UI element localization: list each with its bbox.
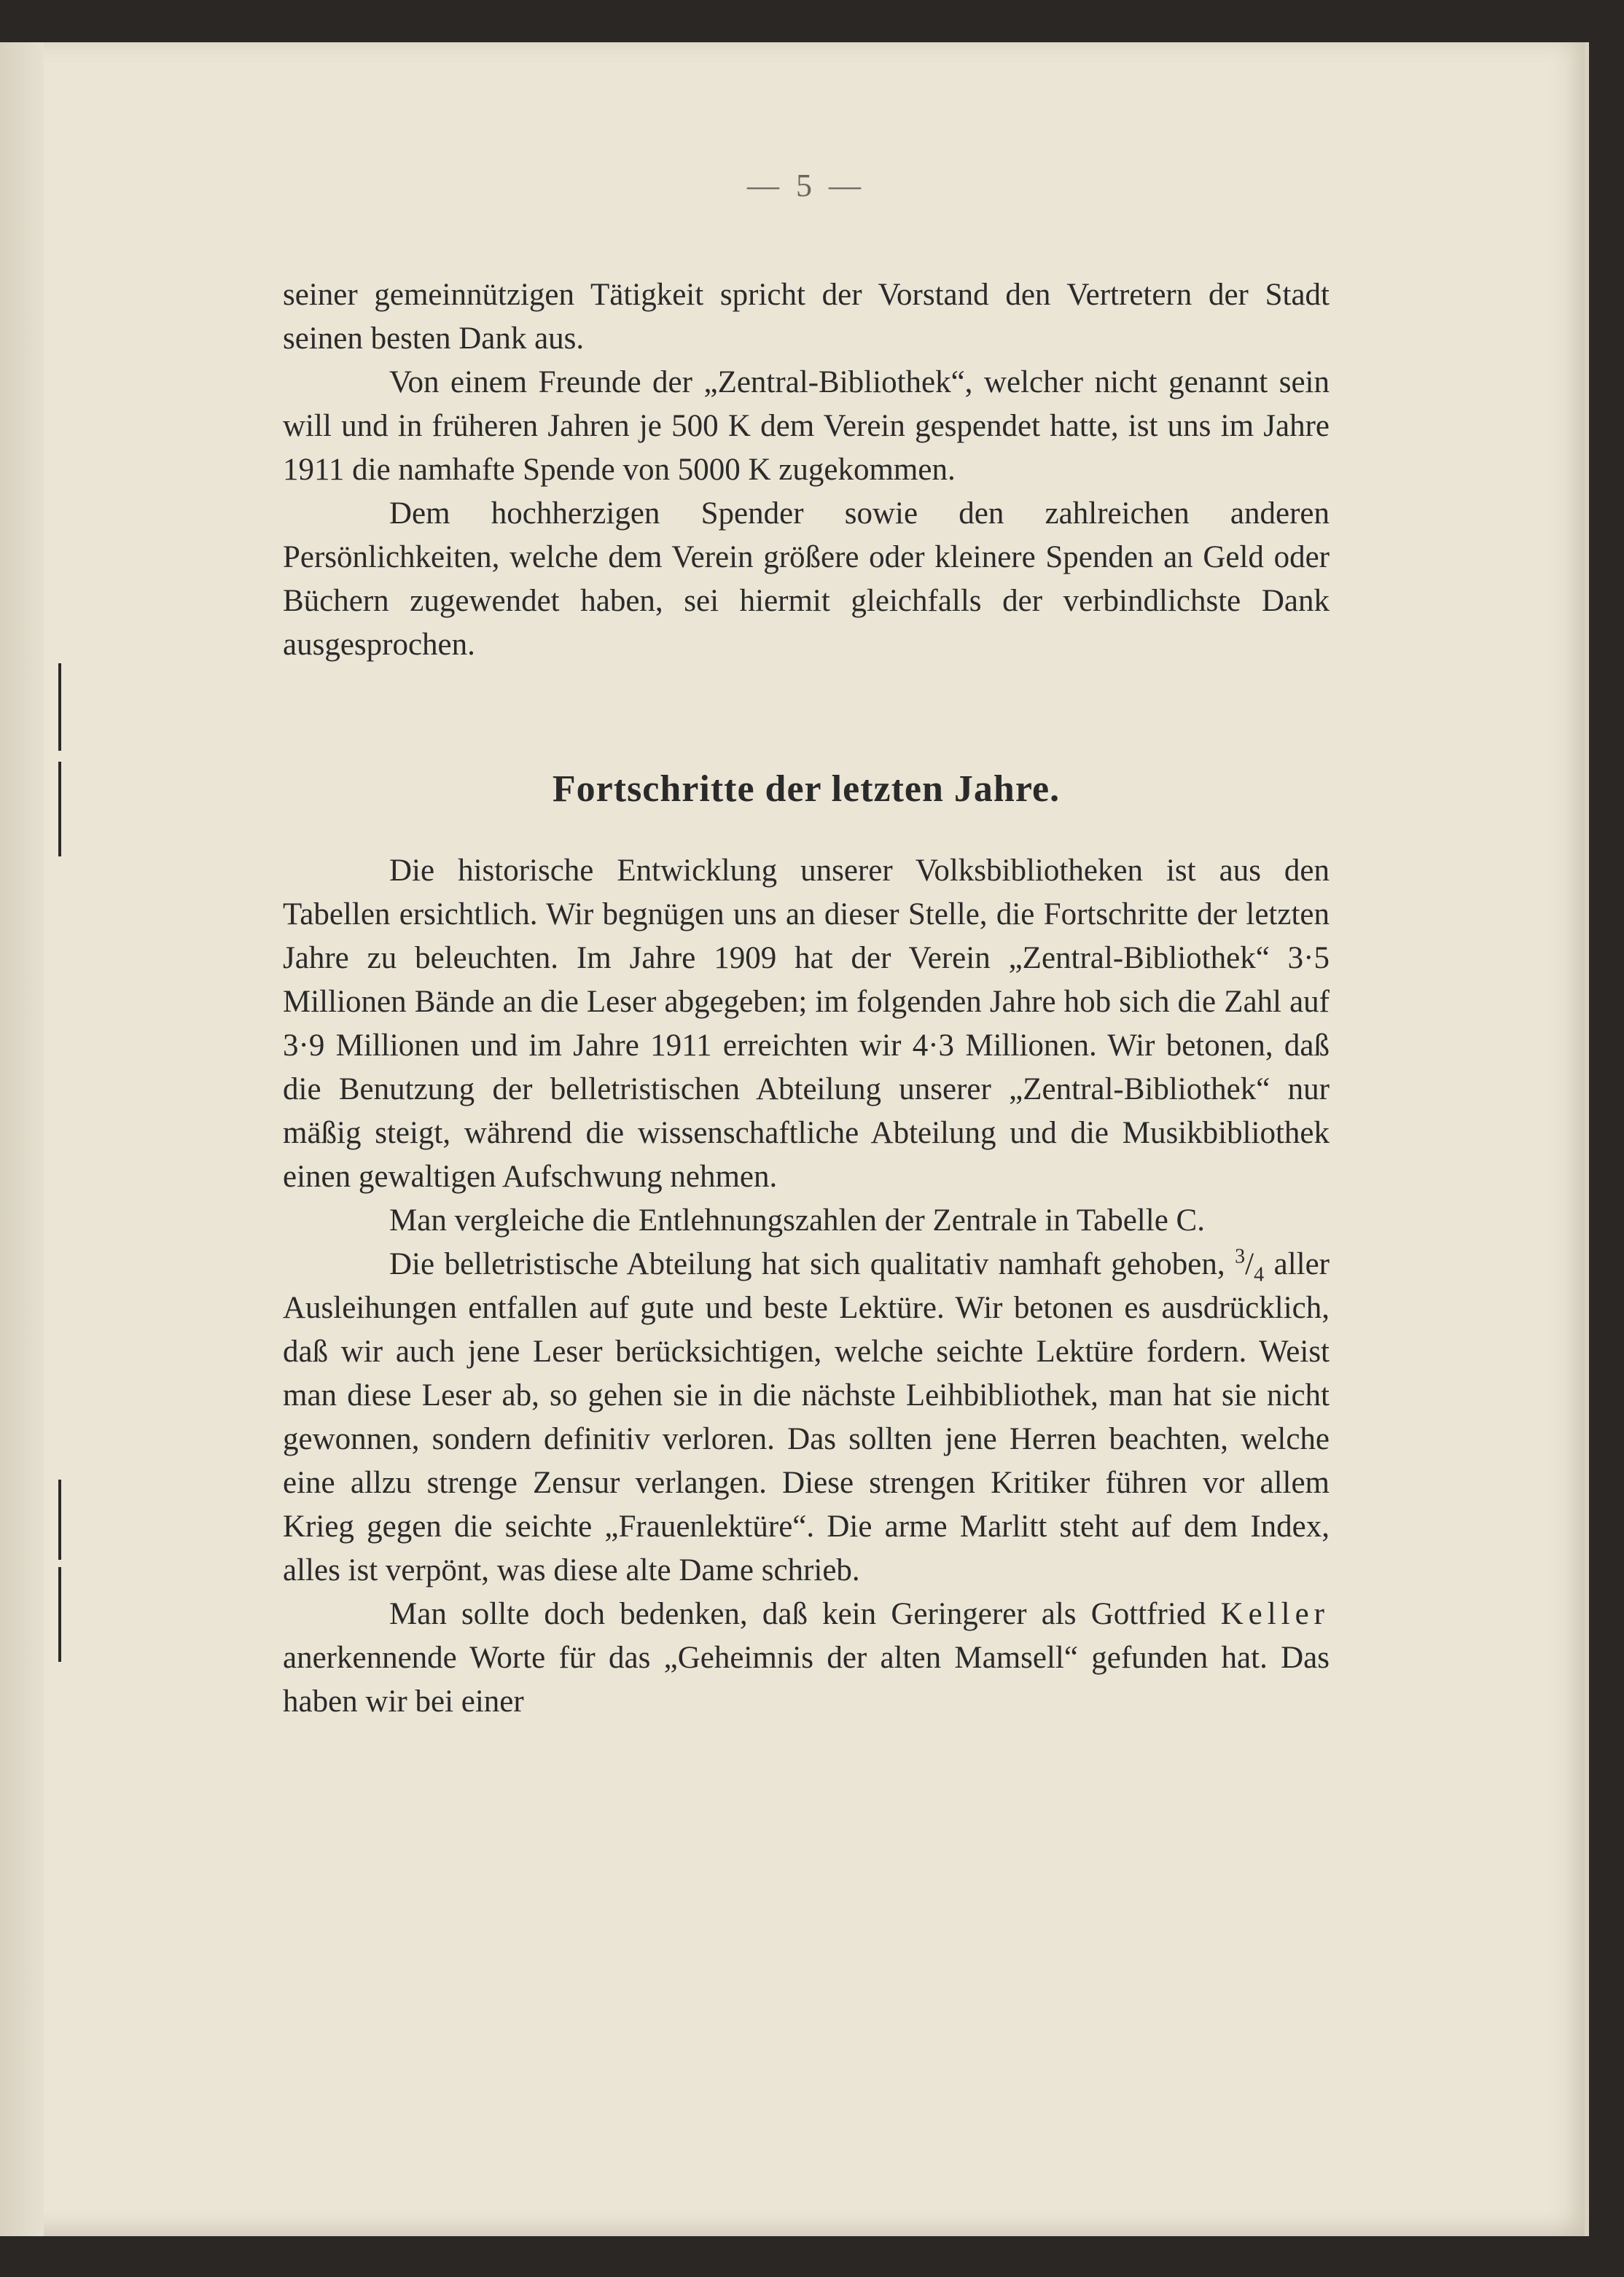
text-column	[283, 164, 1330, 1724]
paragraph-compare-table: Man vergleiche die Entlehnungszahlen der Zentrale in Tabelle C.	[389, 1203, 1205, 1238]
text-run: Die belletristische Abteilung hat sich qualitativ namhaft gehoben,	[389, 1247, 1225, 1281]
paragraph-donors-thanks: Dem hochherzigen Spender sowie den zahlreichen anderen Persönlichkeiten, welche dem Verein größere oder kleinere Spenden an Geld oder Büchern zugewendet haben, sei hiermit gleichfalls der verbindlichste Dank ausgesprochen.	[283, 496, 1330, 662]
fraction: $^3/_4$	[1235, 1245, 1265, 1286]
paragraph-development: Die historische Entwicklung unserer Volksbibliotheken ist aus den Tabellen ersichtlich. Wir begnügen uns an dieser Stelle, die Fortschritte der letzten Jahre zu beleuchten. Im Jahre 1909 hat der Verein „Zentral-Bibliothek“ 3·5 Millionen Bände an die Leser abgegeben; im folgenden Jahre hob sich die Zahl auf 3·9 Millionen und im Jahre 1911 erreichten wir 4·3 Millionen. Wir betonen, daß die Benutzung der belletristischen Abteilung unserer „Zentral-Bibliothek“ nur mäßig steigt, während die wissenschaftliche Abteilung und die Musikbibliothek einen gewaltigen Aufschwung nehmen.	[283, 854, 1330, 1194]
text-run: Man sollte doch bedenken, daß kein Geringerer als Gottfried	[389, 1597, 1206, 1631]
margin-mark	[58, 762, 61, 856]
margin-mark	[58, 663, 61, 751]
fraction-numerator: 3	[1235, 1245, 1246, 1268]
author-name: Keller	[1220, 1597, 1330, 1631]
margin-mark	[58, 1480, 61, 1560]
text-run: anerkennende Worte für das „Geheimnis der alten Mamsell“ gefunden hat. Das haben wir bei einer	[283, 1641, 1330, 1719]
page-number: — 5 —	[747, 168, 865, 203]
section-heading: Fortschritte der letzten Jahre.	[552, 768, 1061, 810]
margin-mark	[58, 1567, 61, 1662]
text-run: aller Ausleihungen entfallen auf gute und beste Lektüre. Wir betonen es ausdrücklich, daß wir auch jene Leser berücksichtigen, welche seichte Lektüre fordern. Weist man diese Leser ab, so gehen sie in die nächste Leihbibliothek, man hat sie nicht gewonnen, sondern definitiv verloren. Das sollten jene Herren beachten, welche eine allzu strenge Zensur verlangen. Diese strengen Kritiker führen vor allem Krieg gegen die seichte „Frauenlektüre“. Die arme Marlitt steht auf dem Index, alles ist verpönt, was diese alte Dame schrieb.	[283, 1247, 1330, 1587]
paragraph-keller	[283, 1593, 1330, 1724]
binding-strip	[0, 42, 44, 2236]
fraction-denominator: 4	[1254, 1263, 1265, 1286]
paragraph-donation: Von einem Freunde der „Zentral-Bibliothek“, welcher nicht genannt sein will und in früheren Jahren je 500 K dem Verein gespendet hatte, ist uns im Jahre 1911 die namhafte Spende von 5000 K zugekommen.	[283, 365, 1330, 487]
paragraph-thanks-city: seiner gemeinnützigen Tätigkeit spricht der Vorstand den Vertretern der Stadt seinen besten Dank aus.	[283, 278, 1330, 356]
paragraph-belletristic	[283, 1243, 1330, 1593]
